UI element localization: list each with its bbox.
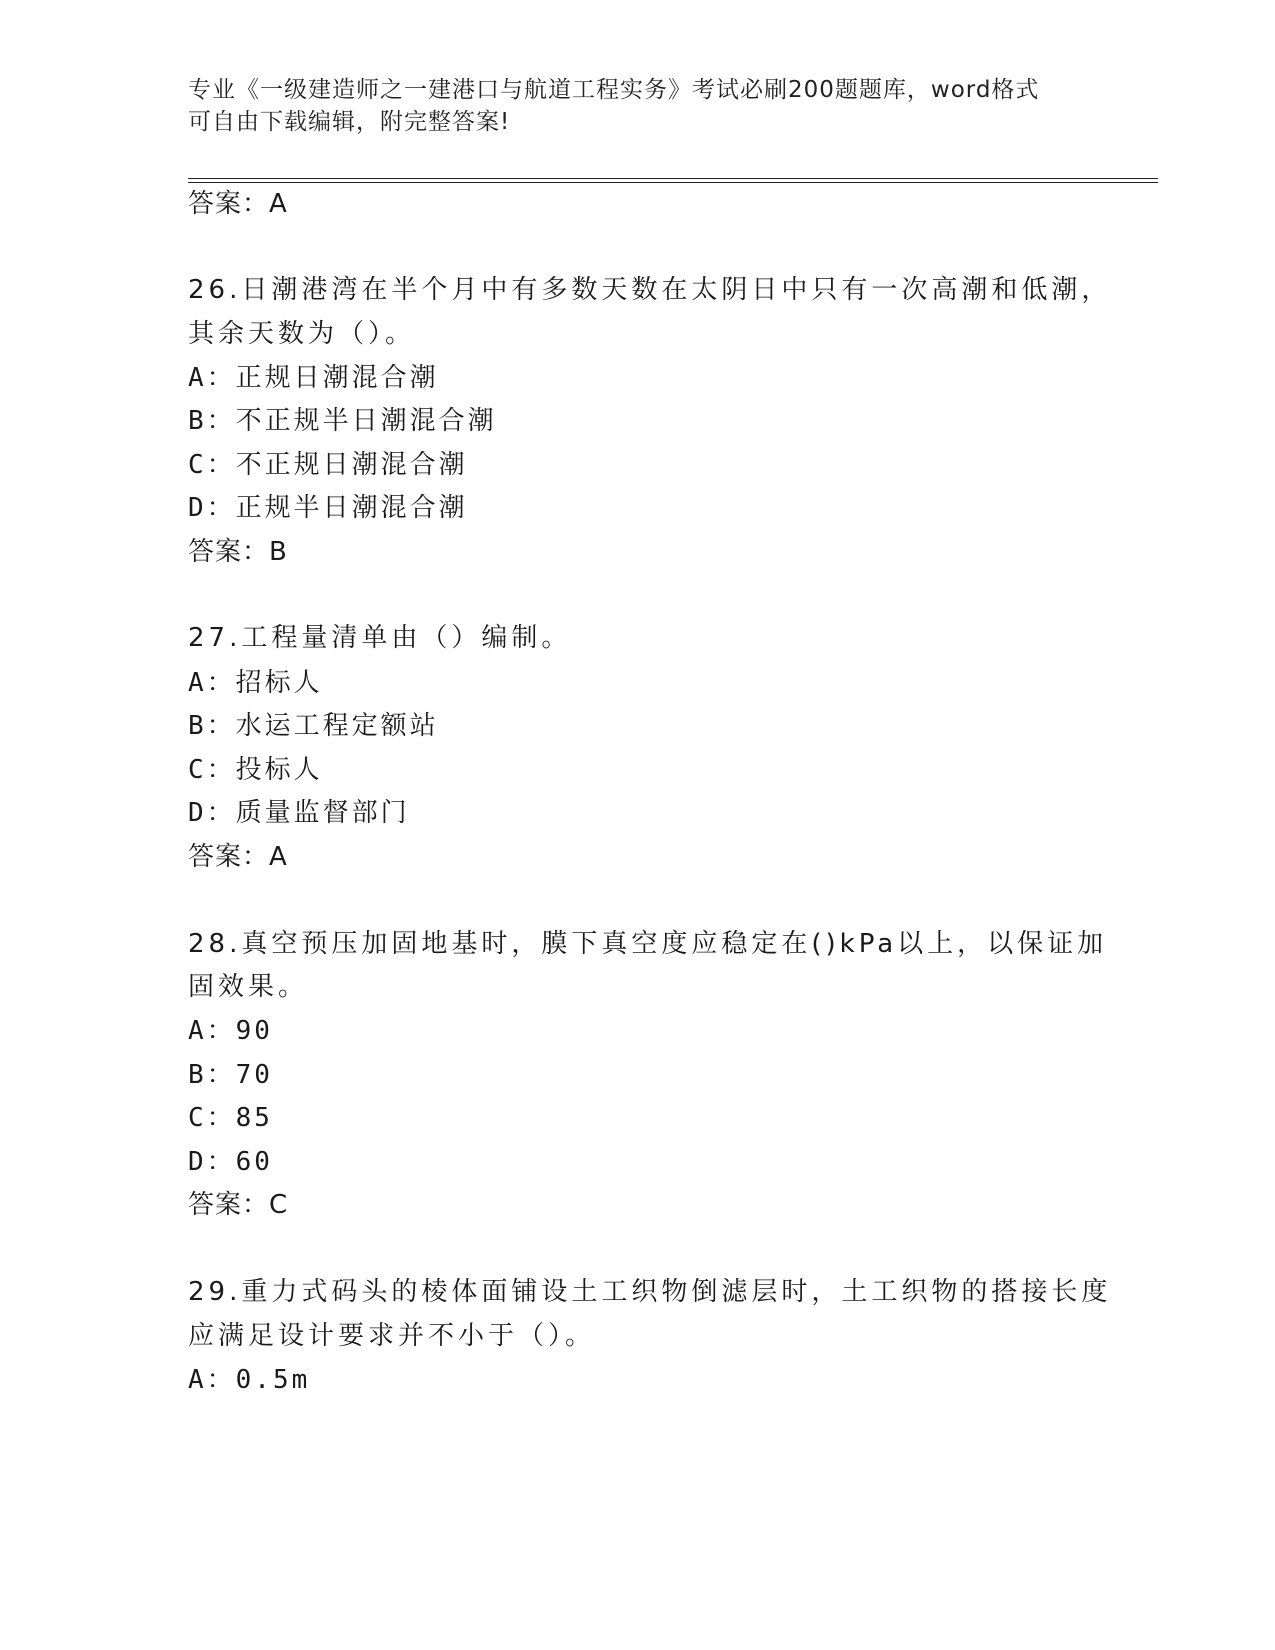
- question-28-option-c: C：85: [188, 1103, 273, 1133]
- header-divider-bottom: [188, 182, 1158, 183]
- question-27-option-b: B：水运工程定额站: [188, 711, 439, 741]
- question-26-option-c: C：不正规日潮混合潮: [188, 450, 468, 480]
- question-28-option-d: D：60: [188, 1147, 273, 1177]
- question-26-option-b: B：不正规半日潮混合潮: [188, 406, 497, 436]
- question-27-option-d: D：质量监督部门: [188, 798, 410, 828]
- question-28-stem-line-2: 固效果。: [188, 972, 309, 1002]
- question-29-stem-line-1: 29.重力式码头的棱体面铺设土工织物倒滤层时，土工织物的搭接长度: [188, 1277, 1112, 1307]
- question-29-stem-line-2: 应满足设计要求并不小于（）。: [188, 1321, 596, 1351]
- question-26-answer: 答案：B: [188, 537, 288, 567]
- question-27-answer: 答案：A: [188, 842, 288, 872]
- question-27-stem-line-1: 27.工程量清单由（）编制。: [188, 623, 572, 653]
- question-28-stem-line-1: 28.真空预压加固地基时，膜下真空度应稳定在()kPa以上，以保证加: [188, 929, 1108, 959]
- question-26-option-a: A：正规日潮混合潮: [188, 363, 439, 393]
- question-26-stem-line-2: 其余天数为（）。: [188, 319, 416, 349]
- question-26-stem-line-1: 26.日潮港湾在半个月中有多数天数在太阴日中只有一次高潮和低潮，: [188, 275, 1112, 305]
- question-26-option-d: D：正规半日潮混合潮: [188, 493, 468, 523]
- question-28-option-a: A：90: [188, 1016, 273, 1046]
- question-28-answer: 答案：C: [188, 1190, 289, 1220]
- question-28-option-b: B：70: [188, 1060, 273, 1090]
- question-27-option-a: A：招标人: [188, 668, 323, 698]
- header-line-1: 专业《一级建造师之一建港口与航道工程实务》考试必刷200题题库，word格式: [188, 77, 1040, 103]
- header-line-2: 可自由下载编辑，附完整答案!: [188, 109, 511, 135]
- question-27-option-c: C：投标人: [188, 755, 323, 785]
- header-divider-top: [188, 178, 1158, 179]
- question-29-option-a: A：0.5m: [188, 1365, 311, 1395]
- previous-answer: 答案：A: [188, 189, 288, 219]
- document-header: [188, 74, 1068, 138]
